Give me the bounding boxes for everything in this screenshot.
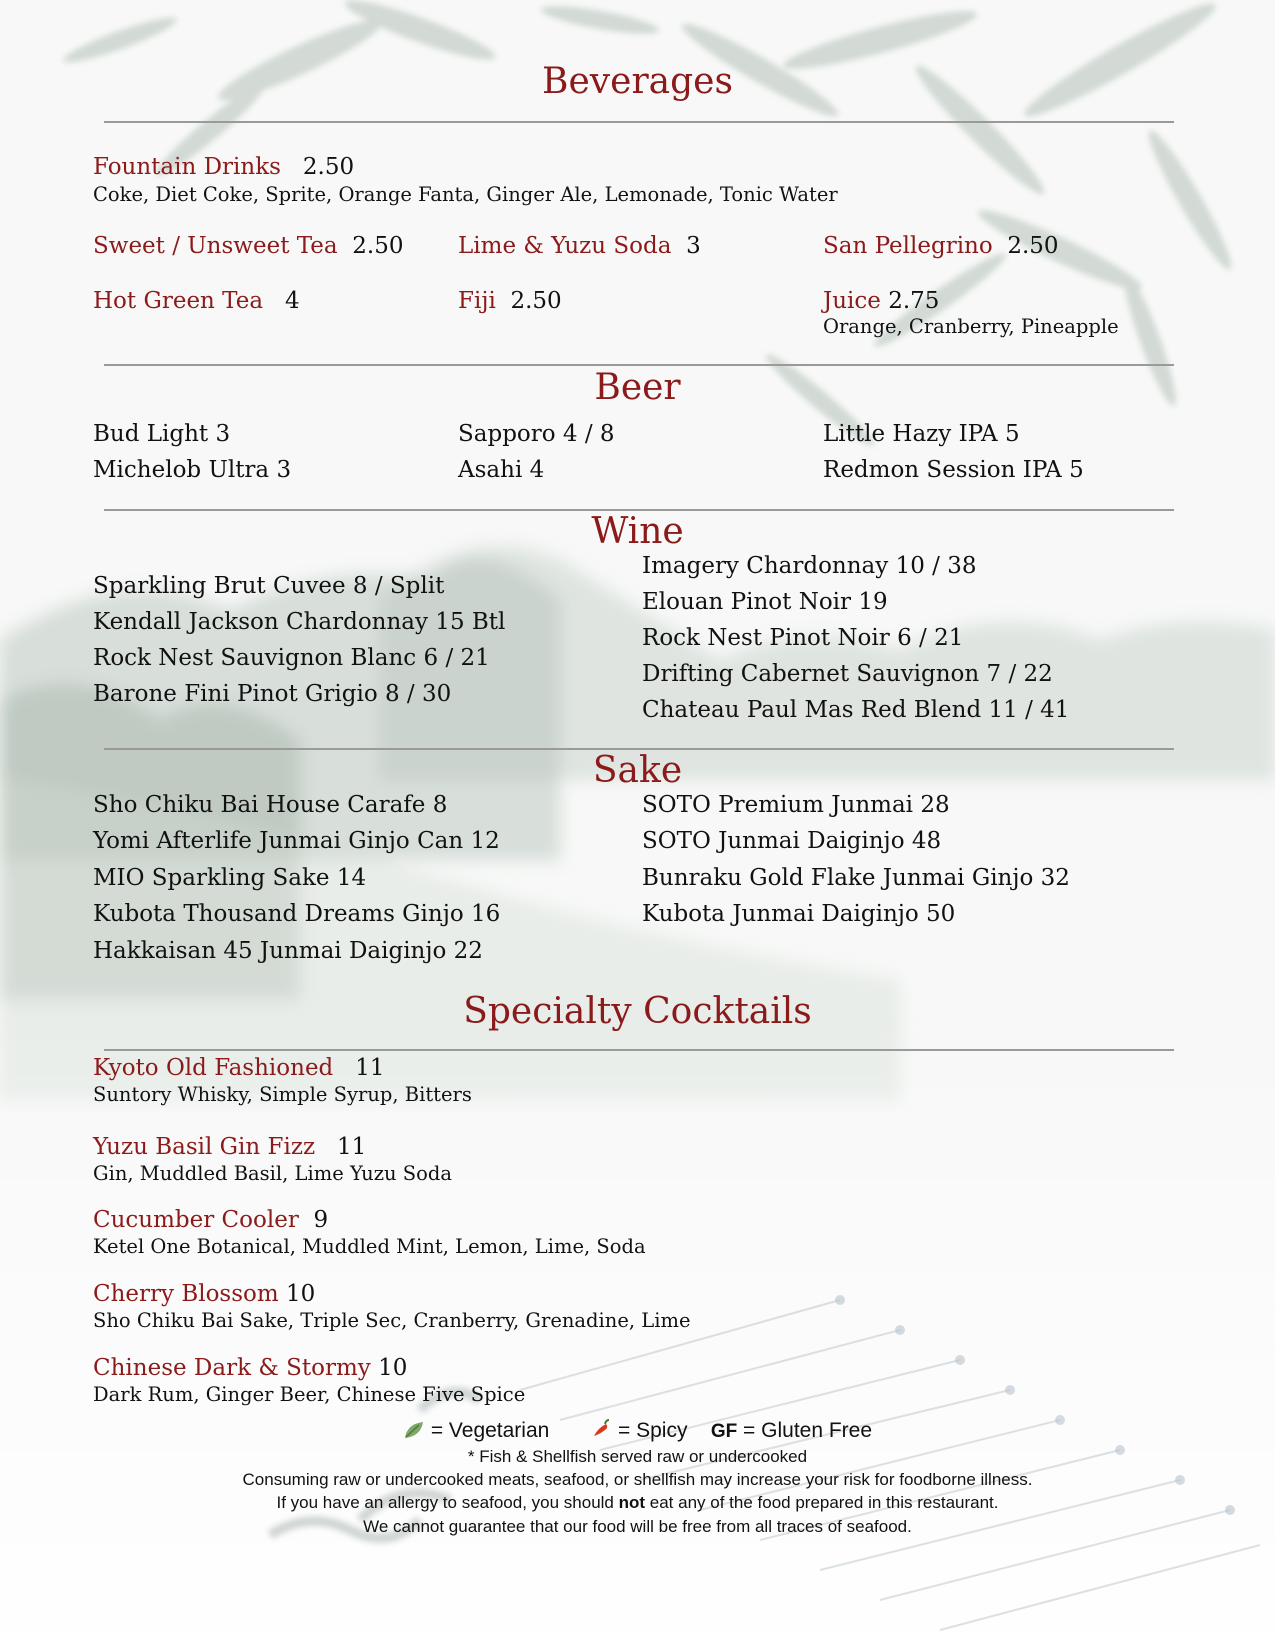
beer-item: Sapporo 4 / 8 [458,421,615,447]
beer-item: Asahi 4 [458,457,545,483]
item-price: 9 [313,1207,329,1233]
chili-pepper-icon [590,1418,612,1444]
dietary-legend [0,1418,1275,1444]
wine-item: Rock Nest Pinot Noir 6 / 21 [642,625,964,651]
beer-item: Michelob Ultra 3 [93,457,292,483]
beverages-heading: Beverages [542,61,733,102]
sake-heading: Sake [592,750,683,791]
beer-item: Redmon Session IPA 5 [823,457,1084,483]
wine-item: Chateau Paul Mas Red Blend 11 / 41 [642,697,1070,723]
item-price: 2.50 [352,233,404,259]
item-price: 10 [286,1281,316,1307]
item-name: San Pellegrino [823,233,993,259]
wine-item: Imagery Chardonnay 10 / 38 [642,553,977,579]
beverage-item [93,235,403,258]
item-name: Yuzu Basil Gin Fizz [93,1134,316,1160]
gluten-free-label: = Gluten Free [743,1419,873,1442]
cocktail-description: Dark Rum, Ginger Beer, Chinese Five Spice [93,1383,526,1406]
cocktail-description: Gin, Muddled Basil, Lime Yuzu Soda [93,1162,452,1185]
cocktail-description: Sho Chiku Bai Sake, Triple Sec, Cranberry, Grenadine, Lime [93,1309,691,1332]
cocktail-item [93,1057,385,1080]
wine-item: Sparkling Brut Cuvee 8 / Split [93,573,445,599]
allergy-warning [0,1494,1275,1511]
sake-item: Bunraku Gold Flake Junmai Ginjo 32 [642,865,1070,891]
allergy-emphasis: not [618,1493,646,1512]
sake-item: Kubota Thousand Dreams Ginjo 16 [93,901,501,927]
sake-item: MIO Sparkling Sake 14 [93,865,367,891]
section-divider [104,1049,1174,1051]
beer-item: Little Hazy IPA 5 [823,421,1020,447]
item-price: 2.50 [302,154,355,180]
fountain-drinks-description: Coke, Diet Coke, Sprite, Orange Fanta, Ginger Ale, Lemonade, Tonic Water [93,183,838,206]
item-name: Cucumber Cooler [93,1207,299,1233]
wine-item: Rock Nest Sauvignon Blanc 6 / 21 [93,645,490,671]
spicy-label: = Spicy [618,1419,688,1442]
beverage-item [93,290,300,313]
item-name: Fountain Drinks [93,154,281,180]
item-name: Hot Green Tea [93,288,264,314]
beverage-item [823,290,939,313]
sake-item: SOTO Premium Junmai 28 [642,792,950,818]
sake-item: Kubota Junmai Daiginjo 50 [642,901,956,927]
cocktail-item [93,1209,328,1232]
sake-item: Hakkaisan 45 Junmai Daiginjo 22 [93,938,483,964]
item-price: 3 [686,233,701,259]
cocktail-item [93,1283,315,1306]
foodborne-warning: Consuming raw or undercooked meats, seafood, or shellfish may increase your risk for foodborne illness. [242,1470,1033,1489]
wine-item: Drifting Cabernet Sauvignon 7 / 22 [642,661,1053,687]
raw-food-note: * Fish & Shellfish served raw or undercooked [467,1447,808,1466]
wine-item: Barone Fini Pinot Grigio 8 / 30 [93,681,452,707]
item-name: Sweet / Unsweet Tea [93,233,338,259]
item-name: Chinese Dark & Stormy [93,1355,371,1381]
item-name: Kyoto Old Fashioned [93,1055,334,1081]
wine-heading: Wine [591,511,684,552]
beverage-item [458,290,562,313]
item-price: 10 [378,1355,408,1381]
wine-item: Kendall Jackson Chardonnay 15 Btl [93,609,506,635]
section-divider [104,364,1174,366]
item-price: 11 [337,1134,367,1160]
juice-description: Orange, Cranberry, Pineapple [823,315,1119,338]
item-name: Fiji [458,288,496,314]
leaf-icon [403,1420,425,1444]
sake-item: SOTO Junmai Daiginjo 48 [642,828,942,854]
item-price: 11 [355,1055,385,1081]
allergy-text-start: If you have an allergy to seafood, you should [276,1493,619,1512]
beer-heading: Beer [594,367,681,408]
cocktail-item [93,1136,366,1159]
beer-item: Bud Light 3 [93,421,231,447]
cocktails-heading: Specialty Cocktails [463,991,812,1032]
item-price: 4 [285,288,300,314]
gluten-free-abbr: GF [710,1421,738,1442]
item-name: Cherry Blossom [93,1281,279,1307]
beverage-item [458,235,701,258]
wine-item: Elouan Pinot Noir 19 [642,589,888,615]
seafood-guarantee: We cannot guarantee that our food will be free from all traces of seafood. [363,1517,912,1536]
fountain-drinks-item [93,156,354,179]
beverage-item [823,235,1059,258]
sake-item: Sho Chiku Bai House Carafe 8 [93,792,448,818]
item-name: Lime & Yuzu Soda [458,233,672,259]
vegetarian-label: = Vegetarian [430,1419,550,1442]
item-name: Juice [823,288,881,314]
item-price: 2.50 [1007,233,1059,259]
item-price: 2.50 [510,288,562,314]
cocktail-description: Ketel One Botanical, Muddled Mint, Lemon, Lime, Soda [93,1235,646,1258]
cocktail-description: Suntory Whisky, Simple Syrup, Bitters [93,1083,472,1106]
section-divider [104,121,1174,123]
sake-item: Yomi Afterlife Junmai Ginjo Can 12 [93,828,500,854]
cocktail-item [93,1357,407,1380]
allergy-text-end: eat any of the food prepared in this restaurant. [645,1493,999,1512]
item-price: 2.75 [888,288,940,314]
